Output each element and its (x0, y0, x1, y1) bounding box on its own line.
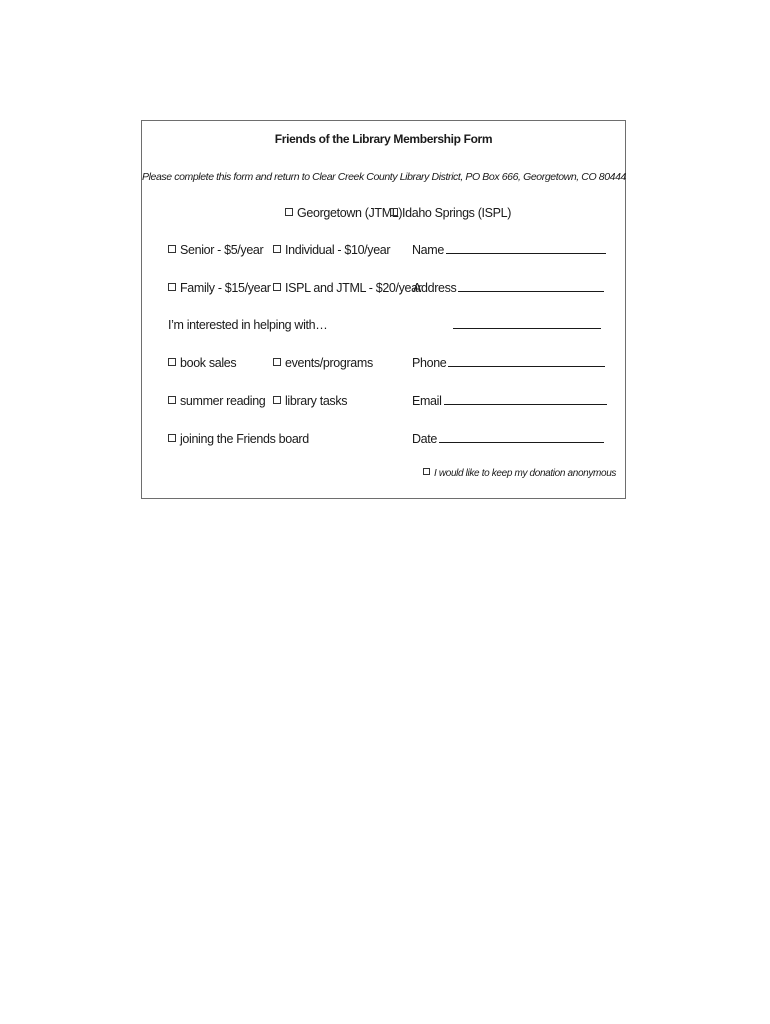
option-individual[interactable] (273, 242, 390, 258)
phone-input-line[interactable] (448, 355, 605, 367)
option-family-label: Family - $15/year (180, 281, 271, 295)
name-field[interactable] (412, 242, 606, 258)
interest-friends-board[interactable] (168, 431, 309, 447)
address-input-line[interactable] (458, 280, 604, 292)
email-field[interactable] (412, 393, 607, 409)
address-input-line-2[interactable] (453, 317, 601, 329)
email-label: Email (412, 394, 442, 408)
option-ispl-jtml[interactable] (273, 280, 422, 296)
interest-book-sales-label: book sales (180, 356, 237, 370)
email-input-line[interactable] (444, 393, 607, 405)
option-georgetown[interactable] (285, 205, 402, 221)
address-line-2[interactable] (451, 317, 601, 333)
checkbox-family[interactable] (168, 283, 176, 291)
form-title: Friends of the Library Membership Form (274, 132, 493, 146)
checkbox-summer-reading[interactable] (168, 396, 176, 404)
phone-label: Phone (412, 356, 447, 370)
interest-summer-reading-label: summer reading (180, 394, 266, 408)
option-family[interactable] (168, 280, 271, 296)
date-field[interactable] (412, 431, 604, 447)
option-anonymous[interactable] (423, 466, 616, 482)
interest-events-label: events/programs (285, 356, 373, 370)
checkbox-georgetown[interactable] (285, 208, 293, 216)
option-georgetown-label: Georgetown (JTML) (297, 206, 403, 220)
checkbox-ispl-jtml[interactable] (273, 283, 281, 291)
interest-summer-reading[interactable] (168, 393, 265, 409)
interest-events[interactable] (273, 355, 373, 371)
checkbox-individual[interactable] (273, 245, 281, 253)
checkbox-idaho-springs[interactable] (390, 208, 398, 216)
interest-library-tasks[interactable] (273, 393, 347, 409)
checkbox-events[interactable] (273, 358, 281, 366)
option-senior[interactable] (168, 242, 263, 258)
name-label: Name (412, 243, 444, 257)
interest-heading: I’m interested in helping with… (168, 318, 328, 332)
option-individual-label: Individual - $10/year (285, 243, 391, 257)
checkbox-library-tasks[interactable] (273, 396, 281, 404)
address-field[interactable] (413, 280, 604, 296)
option-senior-label: Senior - $5/year (180, 243, 264, 257)
interest-library-tasks-label: library tasks (285, 394, 348, 408)
address-label: Address (413, 281, 457, 295)
checkbox-anonymous[interactable] (423, 468, 430, 475)
interest-book-sales[interactable] (168, 355, 236, 371)
membership-form (141, 120, 626, 499)
name-input-line[interactable] (446, 242, 606, 254)
form-instructions: Please complete this form and return to Clear Creek County Library District, PO Box 666, Georgetown, CO 80444 (142, 171, 626, 183)
date-label: Date (412, 432, 438, 446)
option-anonymous-label: I would like to keep my donation anonymous (434, 468, 617, 479)
option-idaho-springs-label: Idaho Springs (ISPL) (402, 206, 512, 220)
option-ispl-jtml-label: ISPL and JTML - $20/year (285, 281, 422, 295)
date-input-line[interactable] (439, 431, 604, 443)
checkbox-book-sales[interactable] (168, 358, 176, 366)
checkbox-friends-board[interactable] (168, 434, 176, 442)
checkbox-senior[interactable] (168, 245, 176, 253)
phone-field[interactable] (412, 355, 605, 371)
option-idaho-springs[interactable] (390, 205, 511, 221)
interest-friends-board-label: joining the Friends board (180, 432, 309, 446)
